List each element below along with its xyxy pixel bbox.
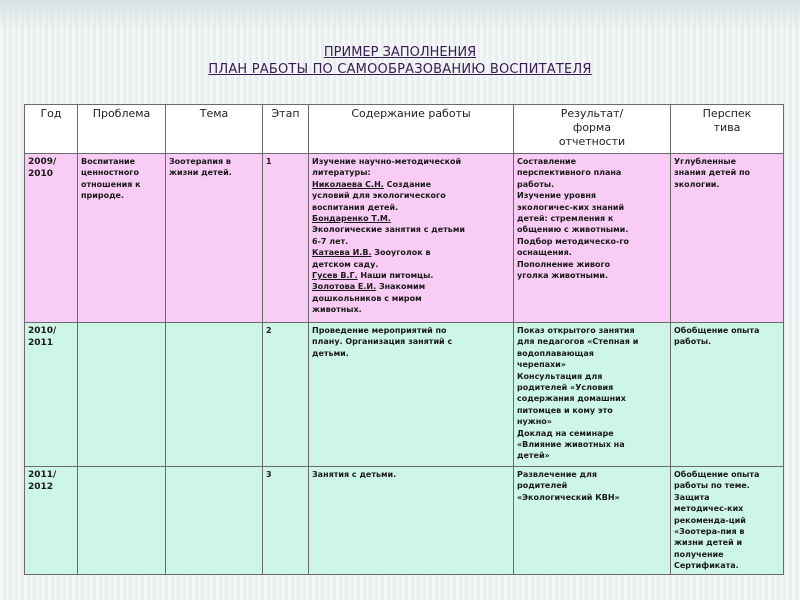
column-header-text: Результат/ xyxy=(560,107,624,120)
theme-cell xyxy=(166,323,263,467)
result-text: нужно» xyxy=(517,417,552,427)
content-line xyxy=(312,213,510,224)
perspective-text: знания детей по xyxy=(674,168,750,178)
year-text: 2011/ xyxy=(28,470,57,480)
column-header xyxy=(25,105,78,154)
result-text: Подбор методическо-го xyxy=(517,236,629,246)
perspective-text: Защита xyxy=(674,492,710,502)
result-text: Показ открытого занятия xyxy=(517,326,635,335)
content-line xyxy=(312,469,510,480)
result-text: Консультация для xyxy=(517,371,603,381)
result-text: «Экологический КВН» xyxy=(517,492,620,502)
author-name: Бондаренко Т.М. xyxy=(312,214,391,224)
year-cell xyxy=(25,323,78,467)
slide-title xyxy=(0,44,800,78)
theme-cell xyxy=(166,467,263,575)
perspective-text: методичес-ких xyxy=(674,504,744,514)
content-line xyxy=(312,202,510,213)
content-line xyxy=(312,336,510,347)
content-text: Знакомим xyxy=(376,282,426,292)
column-header xyxy=(671,105,784,154)
stage-text: 2 xyxy=(266,326,272,335)
perspective-text: работы. xyxy=(674,337,712,347)
column-header-text: Год xyxy=(40,107,62,120)
author-name: Гусев В.Г. xyxy=(312,271,358,281)
content-text: детьми. xyxy=(312,348,349,358)
content-line xyxy=(312,270,510,281)
perspective-cell xyxy=(671,323,784,467)
content-line xyxy=(312,293,510,304)
content-text: Изучение научно-методической xyxy=(312,157,462,166)
result-text: экологичес-ких знаний xyxy=(517,202,625,212)
result-text: оснащения. xyxy=(517,248,572,258)
content-line xyxy=(312,304,510,315)
stage-text: 1 xyxy=(266,157,272,166)
year-text: 2010/ xyxy=(28,326,57,336)
content-cell xyxy=(309,154,514,323)
column-header-text: Содержание работы xyxy=(351,107,471,120)
result-text: Пополнение живого xyxy=(517,259,611,269)
content-text: Создание xyxy=(383,179,432,189)
perspective-text: экологии. xyxy=(674,179,720,189)
content-text: Занятия с детьми. xyxy=(312,470,397,479)
column-header xyxy=(166,105,263,154)
result-text: детей» xyxy=(517,451,550,461)
content-line xyxy=(312,348,510,359)
content-text: воспитания детей. xyxy=(312,202,399,212)
column-header-text: Тема xyxy=(199,107,229,120)
content-cell xyxy=(309,467,514,575)
result-text: перспективного плана xyxy=(517,168,622,178)
stage-cell xyxy=(263,323,309,467)
perspective-text: рекоменда-ций xyxy=(674,515,746,525)
result-cell xyxy=(514,467,671,575)
theme-text: жизни детей. xyxy=(169,168,232,178)
problem-text: отношения к xyxy=(81,179,141,189)
stage-text: 3 xyxy=(266,470,272,479)
result-text: общению с животными. xyxy=(517,225,629,235)
author-name: Катаева И.В. xyxy=(312,248,372,258)
perspective-text: работы по теме. xyxy=(674,481,750,491)
perspective-text: Обобщение опыта xyxy=(674,470,760,479)
content-line xyxy=(312,325,510,336)
content-line xyxy=(312,179,510,190)
title-line-1: ПРИМЕР ЗАПОЛНЕНИЯ xyxy=(323,45,477,60)
year-text: 2011 xyxy=(28,338,54,348)
content-cell xyxy=(309,323,514,467)
column-header-text: форма xyxy=(572,121,612,134)
content-line xyxy=(312,281,510,292)
content-text: литературы: xyxy=(312,168,371,178)
content-line xyxy=(312,190,510,201)
result-text: содержания домашних xyxy=(517,394,626,404)
perspective-text: Обобщение опыта xyxy=(674,326,760,335)
column-header xyxy=(78,105,166,154)
content-text: детском саду. xyxy=(312,259,379,269)
result-cell xyxy=(514,154,671,323)
table-row xyxy=(25,323,784,467)
result-text: уголка животными. xyxy=(517,271,609,281)
result-text: «Влияние животных на xyxy=(517,440,625,450)
result-text: Доклад на семинаре xyxy=(517,428,614,438)
column-header-text: Перспек xyxy=(702,107,752,120)
content-text: Наши питомцы. xyxy=(357,271,434,281)
result-text: детей: стремления к xyxy=(517,214,614,224)
column-header-text: отчетности xyxy=(558,135,626,148)
title-line-2: ПЛАН РАБОТЫ ПО САМООБРАЗОВАНИЮ ВОСПИТАТЕЛЯ xyxy=(208,62,592,77)
content-text: дошкольников с миром xyxy=(312,293,422,303)
content-line xyxy=(312,167,510,178)
year-text: 2012 xyxy=(28,482,54,492)
result-text: родителей «Условия xyxy=(517,383,614,393)
result-text: питомцев и кому это xyxy=(517,405,613,415)
problem-cell xyxy=(78,323,166,467)
content-line xyxy=(312,224,510,235)
content-line xyxy=(312,156,510,167)
content-text: условий для экологического xyxy=(312,191,446,201)
problem-text: Воспитание xyxy=(81,157,136,166)
author-name: Николаева С.Н. xyxy=(312,179,384,189)
column-header xyxy=(263,105,309,154)
author-name: Золотова Е.И. xyxy=(312,282,377,292)
column-header xyxy=(309,105,514,154)
content-text: животных. xyxy=(312,305,362,315)
content-line xyxy=(312,236,510,247)
content-line xyxy=(312,247,510,258)
content-text: плану. Организация занятий с xyxy=(312,337,453,347)
year-cell xyxy=(25,154,78,323)
perspective-text: «Зоотера-пия в xyxy=(674,527,745,537)
result-text: работы. xyxy=(517,179,555,189)
result-text: водоплавающая xyxy=(517,348,594,358)
theme-cell xyxy=(166,154,263,323)
problem-cell xyxy=(78,154,166,323)
theme-text: Зоотерапия в xyxy=(169,157,231,166)
column-header-text: Проблема xyxy=(92,107,151,120)
stage-cell xyxy=(263,154,309,323)
content-text: 6-7 лет. xyxy=(312,236,349,246)
stage-cell xyxy=(263,467,309,575)
slide-top-gradient xyxy=(0,0,800,30)
result-text: Изучение уровня xyxy=(517,191,596,201)
result-text: черепахи» xyxy=(517,360,566,370)
perspective-text: Углубленные xyxy=(674,157,737,166)
problem-cell xyxy=(78,467,166,575)
column-header xyxy=(514,105,671,154)
perspective-cell xyxy=(671,467,784,575)
year-text: 2010 xyxy=(28,169,54,179)
year-cell xyxy=(25,467,78,575)
column-header-text: Этап xyxy=(271,107,300,120)
result-text: для педагогов «Степная и xyxy=(517,337,639,347)
perspective-text: Сертификата. xyxy=(674,561,739,571)
result-text: Развлечение для xyxy=(517,470,597,479)
table-row xyxy=(25,154,784,323)
problem-text: ценностного xyxy=(81,168,139,178)
result-cell xyxy=(514,323,671,467)
perspective-cell xyxy=(671,154,784,323)
content-text: Экологические занятия с детьми xyxy=(312,225,465,235)
content-line xyxy=(312,259,510,270)
column-header-text: тива xyxy=(713,121,741,134)
content-text: Проведение мероприятий по xyxy=(312,326,447,335)
perspective-text: получение xyxy=(674,549,724,559)
table-row xyxy=(25,467,784,575)
result-text: Составление xyxy=(517,157,577,166)
result-text: родителей xyxy=(517,481,568,491)
problem-text: природе. xyxy=(81,191,125,201)
year-text: 2009/ xyxy=(28,157,57,167)
work-plan-table xyxy=(24,104,784,575)
table-header-row xyxy=(25,105,784,154)
perspective-text: жизни детей и xyxy=(674,538,743,548)
content-text: Зооуголок в xyxy=(371,248,431,258)
